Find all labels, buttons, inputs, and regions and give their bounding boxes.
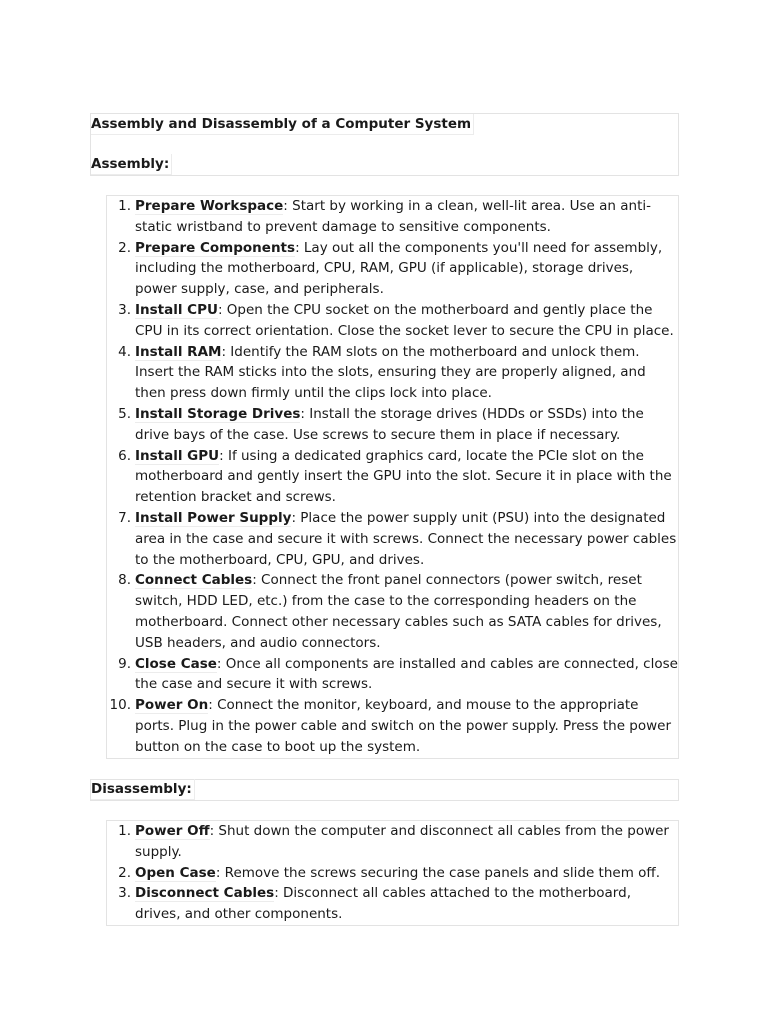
list-item <box>107 883 678 925</box>
disassembly-steps <box>107 821 678 925</box>
step-text: : Start by working in a clean, well-lit area. Use an anti-static wristband to prevent damage to sensitive components. <box>135 198 652 235</box>
step-term: Disconnect Cables <box>135 885 275 902</box>
list-item <box>107 300 678 342</box>
disassembly-heading: Disassembly: <box>91 779 195 800</box>
list-item <box>107 508 678 570</box>
step-number: 1. <box>118 823 131 839</box>
step-number: 10. <box>109 697 131 714</box>
step-term: Connect Cables <box>135 572 253 589</box>
step-term: Close Case <box>135 655 217 672</box>
step-text: : Disconnect all cables attached to the motherboard, drives, and other components. <box>135 885 631 923</box>
list-item <box>107 821 678 863</box>
step-term: Install Power Supply <box>135 509 292 526</box>
step-text: : Open the CPU socket on the motherboard and gently place the CPU in its correct orientation. Close the socket lever to secure the CPU in place. <box>135 301 674 339</box>
step-text: : Connect the front panel connectors (power switch, reset switch, HDD LED, etc.) from the case to the corresponding headers on the motherboard. Connect other necessary cables such as SATA cables for drives, USB headers, and audio connectors. <box>135 572 662 651</box>
step-text: : Place the power supply unit (PSU) into the designated area in the case and secure it with screws. Connect the necessary power cables to the motherboard, CPU, GPU, and drives. <box>135 509 677 568</box>
step-number: 9. <box>118 655 131 672</box>
step-number: 5. <box>118 405 131 422</box>
step-term: Install RAM <box>135 343 222 360</box>
assembly-heading: Assembly: <box>91 154 172 175</box>
step-text: : Install the storage drives (HDDs or SSDs) into the drive bays of the case. Use screws to secure them in place if necessary. <box>135 405 644 443</box>
step-text: : Connect the monitor, keyboard, and mouse to the appropriate ports. Plug in the power cable and switch on the power supply. Press the power button on the case to boot up the system. <box>135 697 672 755</box>
step-number: 3. <box>118 301 131 318</box>
step-text: : If using a dedicated graphics card, locate the PCIe slot on the motherboard and gently insert the GPU into the slot. Secure it in place with the retention bracket and screws. <box>135 447 672 506</box>
step-term: Prepare Workspace <box>135 198 284 214</box>
document-title: Assembly and Disassembly of a Computer System <box>91 114 474 135</box>
list-item <box>107 446 678 508</box>
list-item <box>107 238 678 300</box>
step-text: : Identify the RAM slots on the motherboard and unlock them. Insert the RAM sticks into the slots, ensuring they are properly aligned, and then press down firmly until the clips lock into place. <box>135 343 646 402</box>
list-item <box>107 654 678 696</box>
step-term: Power Off <box>135 823 210 839</box>
step-term: Install GPU <box>135 447 220 464</box>
step-number: 3. <box>118 885 131 902</box>
step-number: 6. <box>118 447 131 464</box>
step-term: Install Storage Drives <box>135 405 301 422</box>
step-number: 8. <box>118 572 131 589</box>
list-item <box>107 695 678 757</box>
step-number: 7. <box>118 509 131 526</box>
list-item <box>107 404 678 446</box>
step-number: 1. <box>118 198 131 214</box>
step-number: 2. <box>118 864 131 881</box>
assembly-steps <box>107 196 678 758</box>
list-item <box>107 342 678 404</box>
step-number: 2. <box>118 239 131 256</box>
step-term: Open Case <box>135 864 216 881</box>
step-term: Install CPU <box>135 301 218 318</box>
step-term: Power On <box>135 697 209 714</box>
step-text: : Lay out all the components you'll need for assembly, including the motherboard, CPU, RAM, GPU (if applicable), storage drives, power supply, case, and peripherals. <box>135 239 663 298</box>
list-item <box>107 196 678 238</box>
list-item <box>107 863 678 884</box>
step-number: 4. <box>118 343 131 360</box>
step-text: : Once all components are installed and cables are connected, close the case and secure it with screws. <box>135 655 678 693</box>
list-item <box>107 570 678 653</box>
step-text: : Shut down the computer and disconnect all cables from the power supply. <box>135 823 669 860</box>
step-term: Prepare Components <box>135 239 296 256</box>
step-text: : Remove the screws securing the case panels and slide them off. <box>215 864 660 881</box>
